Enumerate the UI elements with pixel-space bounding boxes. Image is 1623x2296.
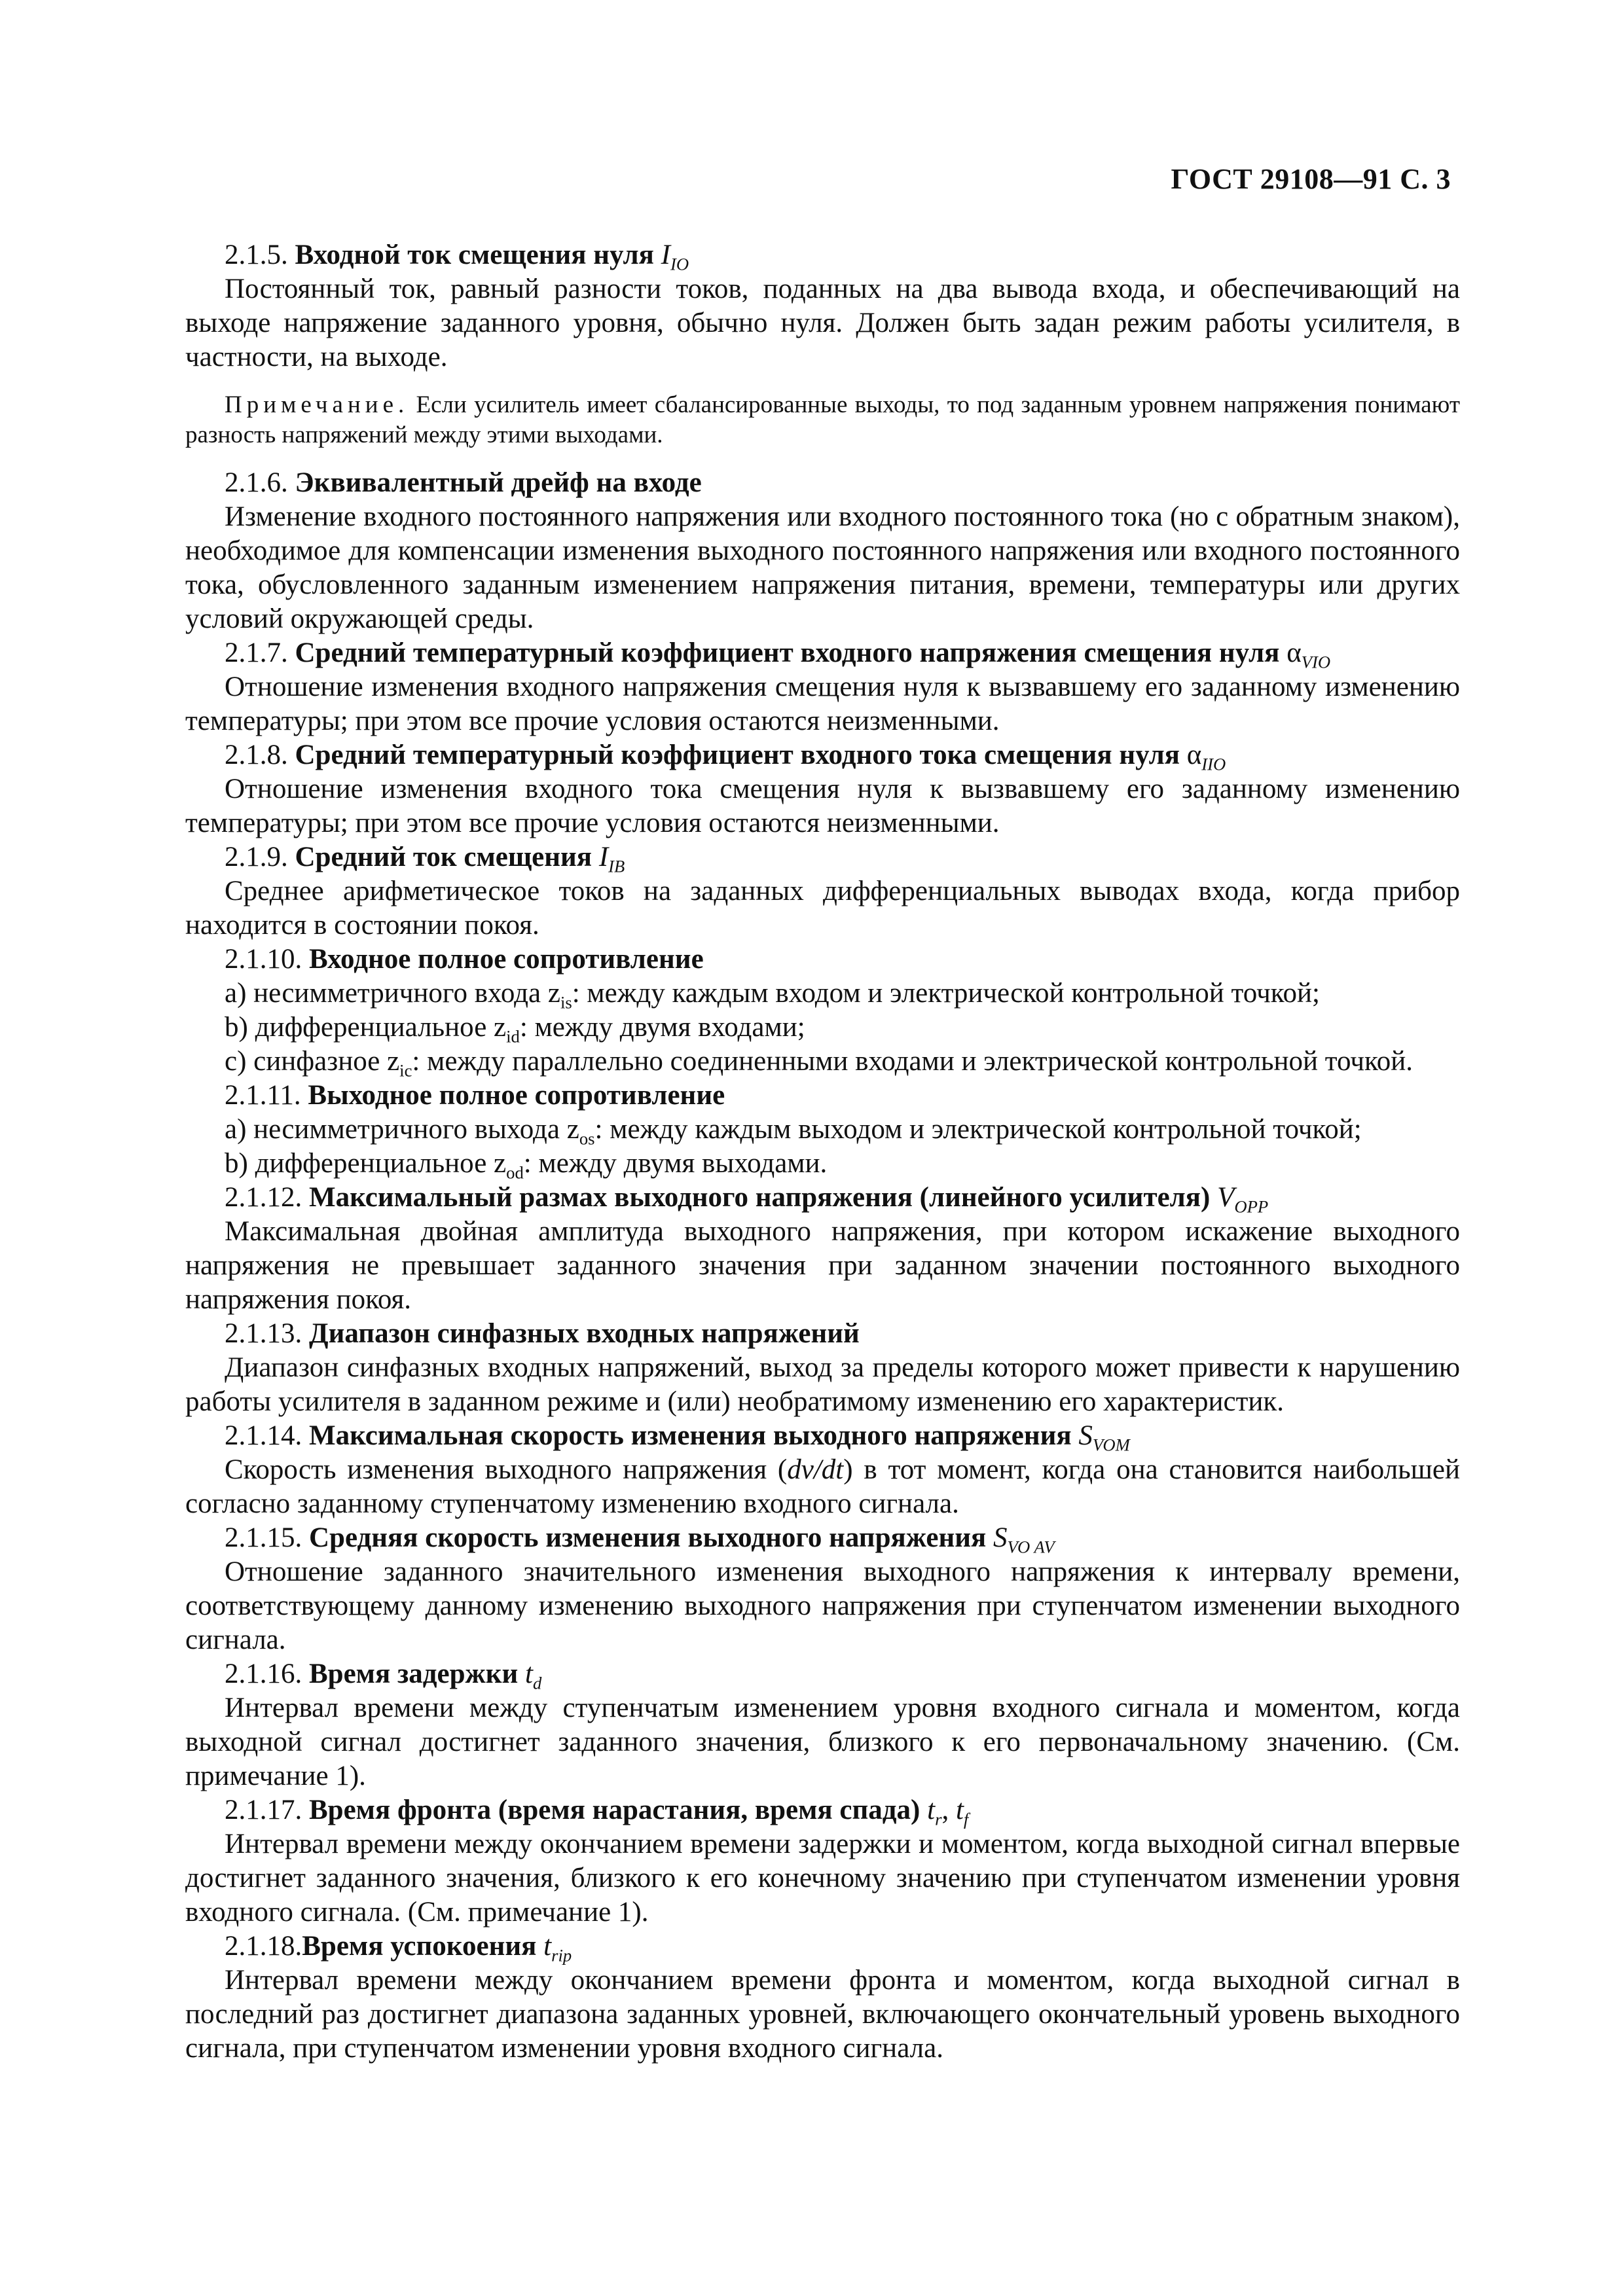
term-number: 2.1.6. [225, 467, 288, 498]
term-heading-2-1-16 [185, 1657, 1460, 1691]
item-symbol: $z_{is}$ [547, 978, 572, 1013]
term-title: Средняя скорость изменения выходного напряжения [309, 1522, 987, 1553]
term-definition-2-1-12: Максимальная двойная амплитуда выходного напряжения, при котором искажение выходного напряжения не превышает заданного значения при заданном значении постоянного выходного напряжения покоя. [185, 1216, 1460, 1315]
term-symbol: $t_{rip}$ [543, 1931, 572, 1965]
term-definition-2-1-9: Среднее арифметическое токов на заданных дифференциальных выводах входа, когда прибор находится в состоянии покоя. [185, 876, 1460, 941]
list-item-c: с) синфазное $z_{ic}$: между параллельно соединенными входами и электрической контрольной точкой. [225, 1046, 1413, 1081]
item-symbol: $z_{od}$ [494, 1148, 524, 1183]
term-symbol: $S_{VOM}$ [1078, 1420, 1130, 1455]
term-heading-2-1-14 [185, 1419, 1460, 1453]
term-definition-2-1-7: Отношение изменения входного напряжения смещения нуля к вызвавшему его заданному изменению температуры; при этом все прочие условия остаются неизменными. [185, 672, 1460, 736]
term-symbol: $S_{VO AV}$ [993, 1522, 1055, 1557]
term-title: Время задержки [309, 1659, 519, 1689]
term-number: 2.1.9. [225, 842, 288, 872]
term-title: Входной ток смещения нуля [295, 240, 654, 270]
term-definition-2-1-5: Постоянный ток, равный разности токов, поданных на два вывода входа, и обеспечивающий на выходе напряжение заданного уровня, обычно нуля. Должен быть задан режим работы усилителя, в частности, на выходе. [185, 274, 1460, 372]
item-symbol: $z_{id}$ [494, 1012, 520, 1047]
note-label: Примечание. [225, 391, 409, 418]
term-number: 2.1.13. [225, 1318, 302, 1349]
term-heading-2-1-5 [185, 238, 1460, 272]
note-paragraph [185, 390, 1460, 450]
term-title: Диапазон синфазных входных напряжений [309, 1318, 860, 1349]
term-definition-2-1-8: Отношение изменения входного тока смещения нуля к вызвавшему его заданному изменению температуры; при этом все прочие условия остаются неизменными. [185, 774, 1460, 838]
list-item-a: а) несимметричного выхода $z_{os}$: между каждым выходом и электрической контрольной точкой; [225, 1114, 1362, 1149]
term-title: Эквивалентный дрейф на входе [295, 467, 702, 498]
term-title: Максимальная скорость изменения выходного напряжения [309, 1420, 1072, 1451]
term-definition-2-1-18: Интервал времени между окончанием времени фронта и моментом, когда выходной сигнал в последний раз достигнет диапазона заданных уровней, включающего окончательный уровень выходного сигнала, при ступенчатом изменении уровня входного сигнала. [185, 1965, 1460, 2064]
list-item-b: b) дифференциальное $z_{id}$: между двумя входами; [225, 1012, 805, 1047]
term-definition-2-1-14: Скорость изменения выходного напряжения (dv/dt) в тот момент, когда она становится наибольшей согласно заданному ступенчатому изменению входного сигнала. [185, 1454, 1460, 1519]
term-definition-2-1-17: Интервал времени между окончанием времени задержки и моментом, когда выходной сигнал впервые достигнет заданного значения, близкого к его конечному значению при ступенчатом изменении уровня входного сигнала. (См. примечание 1). [185, 1829, 1460, 1928]
term-title: Время фронта (время нарастания, время спада) [309, 1795, 921, 1825]
term-title: Средний температурный коэффициент входного напряжения смещения нуля [295, 637, 1280, 668]
term-number: 2.1.7. [225, 637, 288, 668]
term-heading-2-1-9 [185, 840, 1460, 874]
term-number: 2.1.18. [225, 1931, 302, 1962]
term-number: 2.1.5. [225, 240, 288, 270]
term-symbol: $\alpha_{IIO}$ [1186, 740, 1226, 774]
term-title: Выходное полное сопротивление [308, 1080, 725, 1111]
document-body [185, 238, 1460, 2066]
term-heading-2-1-17 [185, 1793, 1460, 1827]
term-heading-2-1-13 [185, 1317, 1460, 1351]
item-symbol: $z_{os}$ [566, 1114, 595, 1149]
page-header: ГОСТ 29108—91 С. 3 [1171, 163, 1451, 195]
term-title: Средний температурный коэффициент входного тока смещения нуля [295, 740, 1180, 770]
term-number: 2.1.14. [225, 1420, 302, 1451]
term-symbol: $I_{IB}$ [598, 842, 625, 876]
term-number: 2.1.17. [225, 1795, 302, 1825]
term-definition-2-1-13: Диапазон синфазных входных напряжений, выход за пределы которого может привести к нарушению работы усилителя в заданном режиме и (или) необратимому изменению его характеристик. [185, 1352, 1460, 1417]
term-number: 2.1.16. [225, 1659, 302, 1689]
term-symbol: $V_{OPP}$ [1217, 1182, 1269, 1217]
term-title: Время успокоения [302, 1931, 537, 1962]
term-number: 2.1.10. [225, 944, 302, 975]
term-title: Средний ток смещения [295, 842, 593, 872]
term-heading-2-1-18 [185, 1929, 1460, 1964]
term-heading-2-1-15 [185, 1521, 1460, 1555]
term-number: 2.1.15. [225, 1522, 302, 1553]
term-heading-2-1-11 [185, 1079, 1460, 1113]
list-item-b: b) дифференциальное $z_{od}$: между двумя выходами. [225, 1148, 828, 1183]
item-symbol: $z_{ic}$ [387, 1046, 412, 1081]
list-item-a: а) несимметричного входа $z_{is}$: между каждым входом и электрической контрольной точкой; [225, 978, 1320, 1013]
term-title: Входное полное сопротивление [309, 944, 704, 975]
term-number: 2.1.11. [225, 1080, 301, 1111]
term-symbol: $t_d$ [525, 1659, 542, 1693]
term-heading-2-1-12 [185, 1181, 1460, 1215]
derivative-symbol: dv/dt [787, 1454, 844, 1485]
term-heading-2-1-8 [185, 738, 1460, 772]
term-number: 2.1.12. [225, 1182, 302, 1213]
term-definition-2-1-6: Изменение входного постоянного напряжения или входного постоянного тока (но с обратным знаком), необходимое для компенсации изменения выходного постоянного напряжения или входного постоянного тока, обусловленного заданным изменением напряжения питания, времени, температуры или других условий окружающей среды. [185, 501, 1460, 634]
term-heading-2-1-7 [185, 636, 1460, 670]
term-heading-2-1-6 [185, 466, 1460, 500]
term-symbol: $t_r$, $t_f$ [927, 1795, 969, 1829]
term-definition-2-1-15: Отношение заданного значительного изменения выходного напряжения к интервалу времени, соответствующему данному изменению выходного напряжения при ступенчатом изменении выходного сигнала. [185, 1556, 1460, 1655]
term-heading-2-1-10 [185, 942, 1460, 977]
term-symbol: $\alpha_{VIO}$ [1286, 637, 1331, 672]
term-symbol: $I_{IO}$ [661, 240, 689, 274]
term-title: Максимальный размах выходного напряжения (линейного усилителя) [309, 1182, 1211, 1213]
term-definition-2-1-16: Интервал времени между ступенчатым изменением уровня входного сигнала и моментом, когда выходной сигнал достигнет заданного значения, близкого к его первоначальному значению. (См. примечание 1). [185, 1693, 1460, 1791]
note-text: Если усилитель имеет сбалансированные выходы, то под заданным уровнем напряжения понимают разность напряжений между этими выходами. [185, 391, 1460, 448]
term-number: 2.1.8. [225, 740, 288, 770]
